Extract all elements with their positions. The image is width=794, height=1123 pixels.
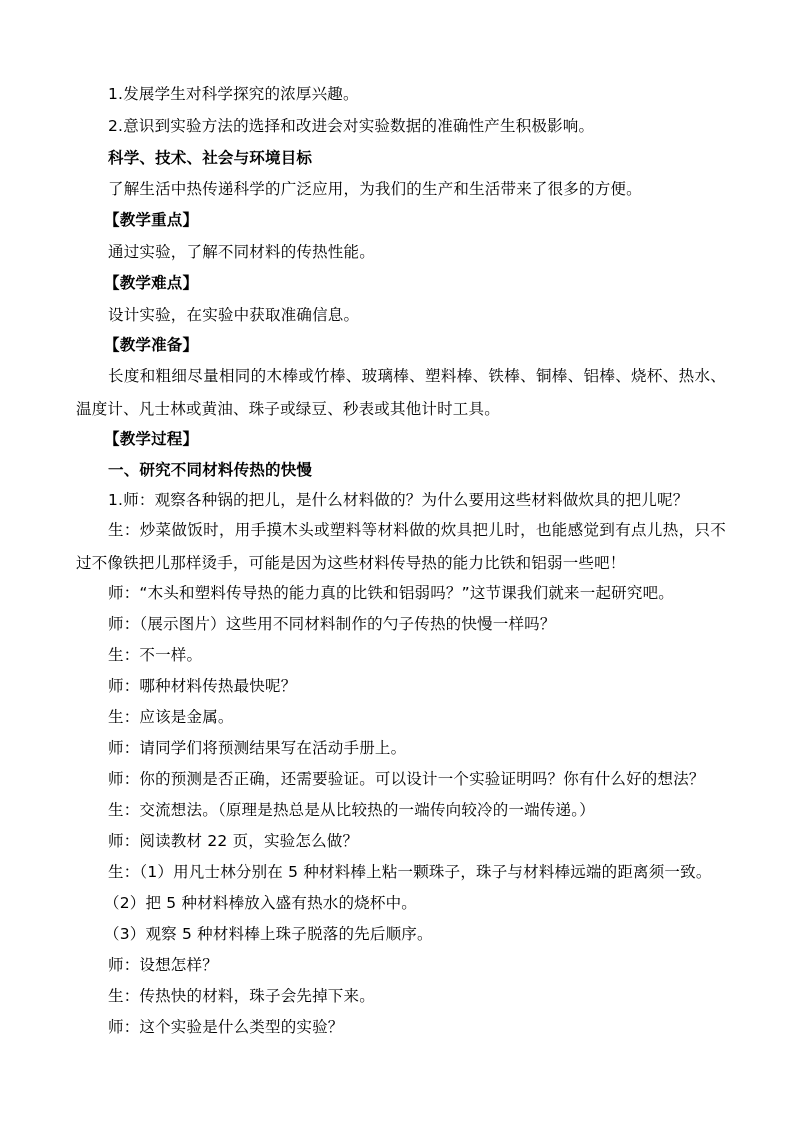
objective-line-2: 2.意识到实验方法的选择和改进会对实验数据的准确性产生积极影响。 <box>108 117 595 135</box>
dialogue-line-7: 生：应该是金属。 <box>108 708 234 726</box>
dialogue-line-2: 生：炒菜做饭时，用手摸木头或塑料等材料做的炊具把儿时，也能感觉到有点儿热，只不过不像铁把儿那样烫手，可能是因为这些材料传导热的能力比铁和铝弱一些吧！ <box>76 521 726 572</box>
heading-teaching-process: 【教学过程】 <box>104 430 199 448</box>
dialogue-line-11: 师：阅读教材 22 页，实验怎么做？ <box>108 832 359 850</box>
teaching-focus-text: 通过实验，了解不同材料的传热性能。 <box>108 243 375 261</box>
dialogue-line-15: 师：这个实验是什么类型的实验？ <box>108 1018 344 1036</box>
dialogue-line-5: 生：不一样。 <box>108 646 203 664</box>
dialogue-line-4: 师：（展示图片）这些用不同材料制作的勺子传热的快慢一样吗？ <box>108 615 556 633</box>
heading-teaching-difficulty: 【教学难点】 <box>104 274 199 292</box>
dialogue-line-14: 生：传热快的材料，珠子会先掉下来。 <box>108 987 375 1005</box>
dialogue-line-8: 师：请同学们将预测结果写在活动手册上。 <box>108 739 407 757</box>
heading-teaching-preparation: 【教学准备】 <box>104 336 199 354</box>
dialogue-line-6: 师：哪种材料传热最快呢？ <box>108 677 297 695</box>
experiment-step-2: （2）把 5 种材料棒放入盛有热水的烧杯中。 <box>104 894 417 912</box>
dialogue-line-12: 生：（1）用凡士林分别在 5 种材料棒上粘一颗珠子，珠子与材料棒远端的距离须一致。 <box>108 863 712 881</box>
objective-line-1: 1.发展学生对科学探究的浓厚兴趣。 <box>108 85 359 103</box>
experiment-step-3: （3）观察 5 种材料棒上珠子脱落的先后顺序。 <box>104 925 433 943</box>
dialogue-line-9: 师：你的预测是否正确，还需要验证。可以设计一个实验证明吗？你有什么好的想法？ <box>108 770 705 788</box>
section-heading-sts-goals: 科学、技术、社会与环境目标 <box>108 149 313 167</box>
dialogue-line-3: 师：“木头和塑料传导热的能力真的比铁和铝弱吗？”这节课我们就来一起研究吧。 <box>108 584 674 602</box>
dialogue-line-13: 师：设想怎样？ <box>108 956 218 974</box>
sts-goal-text: 了解生活中热传递科学的广泛应用，为我们的生产和生活带来了很多的方便。 <box>108 180 642 198</box>
dialogue-line-10: 生：交流想法。（原理是热总是从比较热的一端传向较冷的一端传递。） <box>108 801 595 819</box>
heading-teaching-focus: 【教学重点】 <box>104 211 199 229</box>
dialogue-line-1: 1.师：观察各种锅的把儿，是什么材料做的？为什么要用这些材料做炊具的把儿呢？ <box>108 491 689 509</box>
teaching-difficulty-text: 设计实验，在实验中获取准确信息。 <box>108 306 360 324</box>
teaching-preparation-text: 长度和粗细尽量相同的木棒或竹棒、玻璃棒、塑料棒、铁棒、铜棒、铝棒、烧杯、热水、温度计、凡士林或黄油、珠子或绿豆、秒表或其他计时工具。 <box>76 367 726 418</box>
section-heading-heat-transfer: 一、研究不同材料传热的快慢 <box>108 461 313 479</box>
